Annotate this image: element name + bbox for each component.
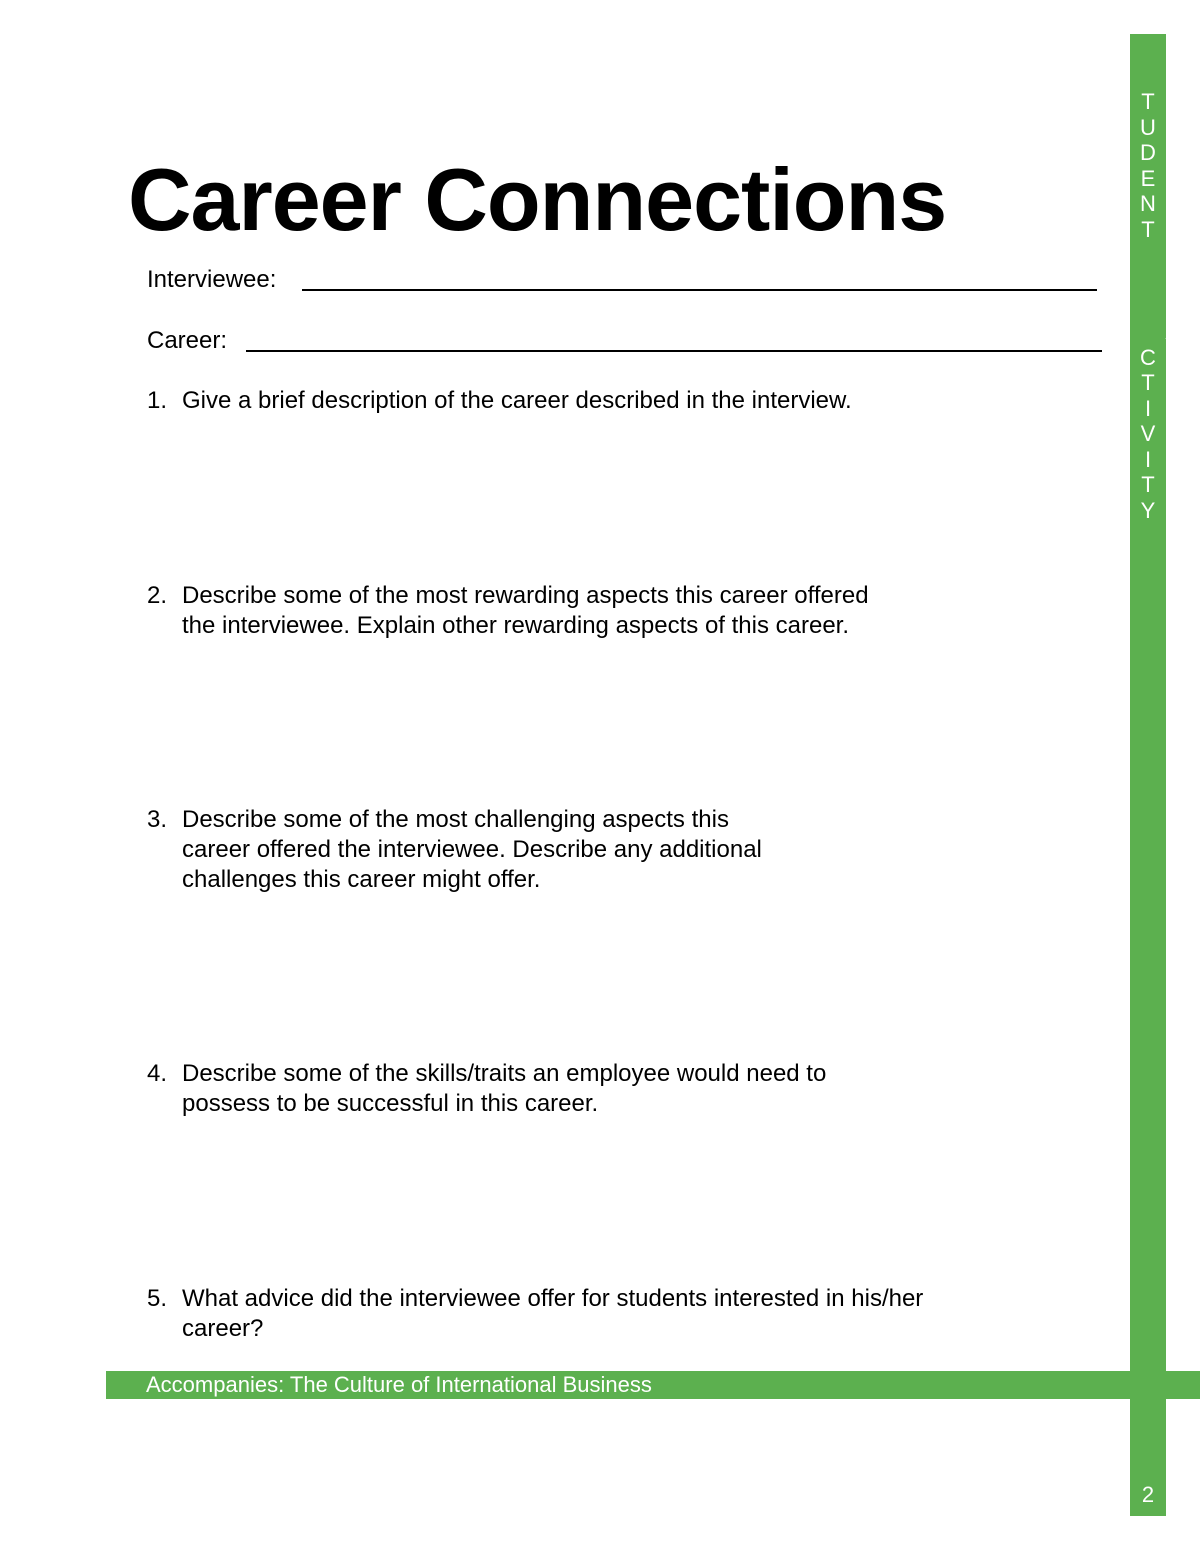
sidebar-word-gap: [1130, 268, 1166, 294]
question-number: 1.: [147, 387, 168, 414]
footer-bar: [106, 1371, 1200, 1399]
question-4: [147, 1059, 1067, 1119]
question-1: [147, 386, 1067, 416]
question-2: [147, 581, 1067, 641]
student-activity-sidebar: [1130, 34, 1182, 1516]
question-number: 2.: [147, 582, 168, 609]
question-number: 3.: [147, 806, 168, 833]
footer-text: Accompanies: The Culture of International Business: [146, 1372, 652, 1397]
sidebar-vertical-label: [1130, 38, 1182, 549]
question-text: Describe some of the most rewarding aspects this career offered the interviewee. Explain other rewarding aspects of this career.: [182, 582, 869, 639]
career-blank-line[interactable]: [246, 350, 1102, 352]
page-title: Career Connections: [128, 150, 947, 249]
interviewee-blank-line[interactable]: [302, 289, 1097, 291]
sidebar-word-activity: A C T I V I T Y: [1140, 319, 1181, 523]
interviewee-label: Interviewee:: [147, 266, 277, 293]
question-number: 4.: [147, 1060, 168, 1087]
question-text: Describe some of the skills/traits an employee would need to possess to be successful in this career.: [182, 1060, 827, 1117]
career-label: Career:: [147, 327, 228, 354]
question-5: [147, 1284, 1067, 1344]
page-number: 2: [1141, 1482, 1155, 1507]
question-number: 5.: [147, 1285, 168, 1312]
question-text: Give a brief description of the career described in the interview.: [182, 387, 852, 414]
question-text: Describe some of the most challenging aspects this career offered the interviewee. Describe any additional challenges this career might offer.: [182, 806, 762, 893]
sidebar-word-student: S T U D E N T: [1140, 63, 1182, 242]
question-3: [147, 805, 1067, 895]
question-text: What advice did the interviewee offer for students interested in his/her career?: [182, 1285, 924, 1342]
